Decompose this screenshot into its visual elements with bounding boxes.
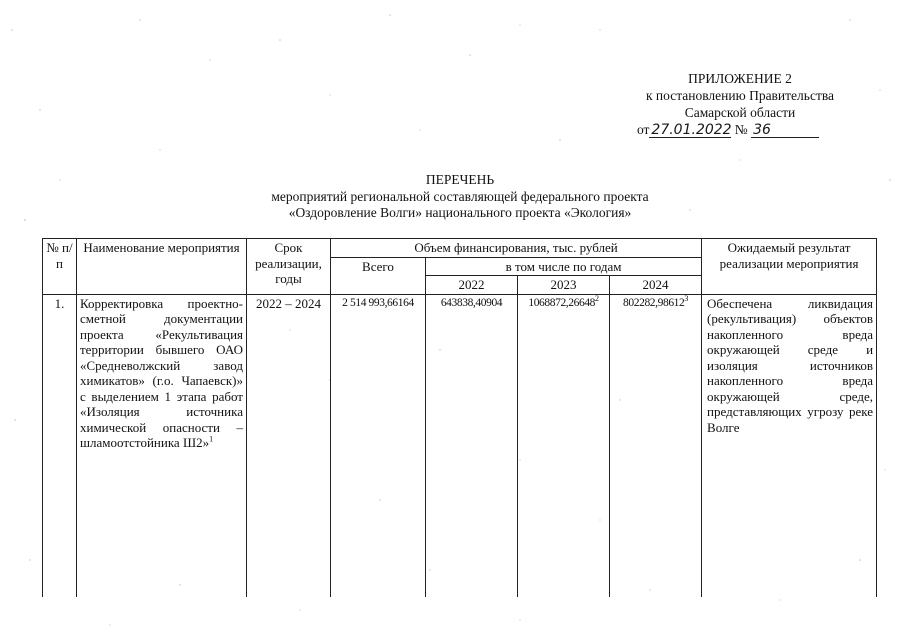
header-year-2023: 2023 [518, 276, 610, 295]
header-num: № п/п [43, 239, 77, 295]
header-year-2022: 2022 [426, 276, 518, 295]
header-name: Наименование мероприятия [77, 239, 247, 295]
header-funding: Объем финансирования, тыс. рублей [331, 239, 702, 258]
title-line-1: мероприятий региональной составляющей федерального проекта [271, 188, 649, 204]
row-measure-name [77, 294, 247, 597]
row-2022: 643838,40904 [426, 294, 518, 597]
row-total: 2 514 993,66164 [331, 294, 426, 597]
row-2024 [610, 294, 702, 597]
title-line-2: «Оздоровление Волги» национального проекта «Экология» [288, 205, 632, 220]
header-by-years: в том числе по годам [426, 257, 702, 276]
footnote-ref-3: 3 [684, 293, 688, 303]
decree-date-number-line [588, 121, 868, 138]
footnote-ref-1: 1 [209, 434, 214, 444]
appendix-block [600, 70, 880, 138]
header-period: Срок реализации, годы [247, 239, 331, 295]
amount-2023: 1068872,26648 [528, 296, 596, 309]
amount-2024: 802282,98612 [623, 296, 685, 309]
appendix-region: Самарской области [684, 105, 796, 120]
row-num: 1. [43, 294, 77, 597]
number-sign: № [734, 122, 748, 137]
document-title [180, 172, 740, 222]
appendix-number: ПРИЛОЖЕНИЕ 2 [688, 71, 792, 86]
table-row [43, 294, 877, 597]
date-prefix: от [636, 122, 650, 137]
row-2023 [518, 294, 610, 597]
handwritten-date: 27.01.2022 [651, 122, 732, 138]
appendix-decree-ref: к постановлению Правительства [645, 88, 835, 103]
header-result: Ожидаемый результат реализации мероприятия [702, 239, 877, 295]
handwritten-number: 36 [751, 123, 819, 138]
measures-table [42, 238, 877, 597]
title-heading: ПЕРЕЧЕНЬ [425, 172, 495, 187]
row-expected-result: Обеспечена ликвидация (рекультивация) объектов накопленного вреда окружающей среде и изоляция источников накопленного вреда окружающей среде, представляющих угрозу реке Волге [702, 294, 877, 597]
row-period: 2022 – 2024 [247, 294, 331, 597]
measure-name-text: Корректировка проектно-сметной документации проекта «Рекультивация территории бывшего ОАО «Средневолжский завод химикатов» (г.о. Чапаевск)» с выделением 1 этапа работ «Изоляция источника химической опасности – шламоотстойника Ш2» [80, 295, 243, 450]
footnote-ref-2: 2 [595, 293, 599, 303]
header-year-2024: 2024 [610, 276, 702, 295]
header-total: Всего [331, 257, 426, 294]
